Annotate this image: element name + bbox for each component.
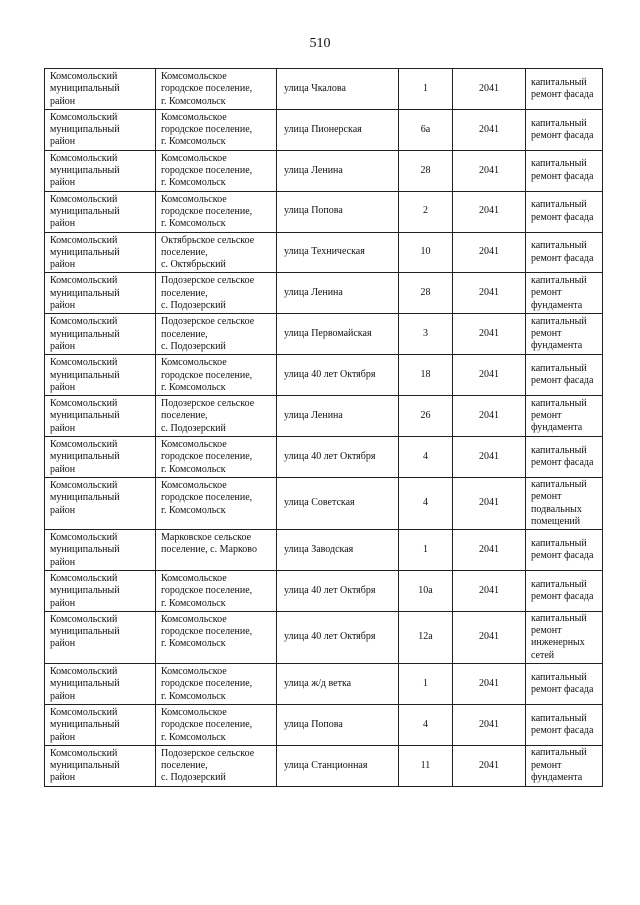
district-text: Комсомольский муниципальный район [50,152,120,189]
year-text: 2041 [479,759,499,771]
district-text: Комсомольский муниципальный район [50,193,120,230]
year-cell [453,437,526,478]
settlement-cell [156,437,277,478]
work-type-text: капитальный ремонт фундамента [531,315,587,352]
street-text: улица Станционная [284,759,368,771]
district-cell [45,150,156,191]
district-text: Комсомольский муниципальный район [50,747,120,784]
settlement-cell [156,109,277,150]
work-type-cell [526,704,603,745]
work-type-cell [526,69,603,110]
work-type-cell [526,109,603,150]
year-text: 2041 [479,584,499,596]
year-cell [453,191,526,232]
year-text: 2041 [479,369,499,381]
house-cell [399,69,453,110]
street-text: улица Заводская [284,543,354,555]
settlement-cell [156,355,277,396]
house-cell [399,530,453,571]
work-type-text: капитальный ремонт фасада [531,578,594,602]
house-cell [399,664,453,705]
work-type-cell [526,530,603,571]
settlement-text: Марковское сельское поселение, с. Марково [161,532,257,556]
settlement-text: Подозерское сельское поселение, с. Подозерский [161,316,255,352]
district-cell [45,704,156,745]
table-row [45,355,603,396]
settlement-text: Подозерское сельское поселение, с. Подозерский [161,747,255,784]
district-cell [45,191,156,232]
street-cell [277,355,399,396]
year-cell [453,273,526,314]
buildings-table [44,68,603,787]
house-text: 26 [420,409,431,421]
year-cell [453,314,526,355]
district-text: Комсомольский муниципальный район [50,275,120,312]
settlement-text: Комсомольское городское поселение, г. Комсомольск [161,111,253,148]
year-cell [453,477,526,529]
settlement-cell [156,664,277,705]
settlement-text: Комсомольское городское поселение, г. Комсомольск [161,666,253,702]
district-text: Комсомольский муниципальный район [50,357,120,393]
table-row [45,664,603,705]
work-type-text: капитальный ремонт фундамента [531,397,587,434]
table-row [45,232,603,273]
house-cell [399,191,453,232]
work-type-cell [526,745,603,786]
house-text: 4 [423,718,428,730]
year-text: 2041 [479,246,499,258]
settlement-cell [156,191,277,232]
table-row [45,477,603,529]
house-text: 12а [418,631,433,643]
year-cell [453,745,526,786]
house-text: 10 [420,246,431,258]
house-text: 1 [423,82,428,94]
street-cell [277,232,399,273]
work-type-cell [526,611,603,663]
district-cell [45,745,156,786]
district-cell [45,664,156,705]
year-cell [453,611,526,663]
street-cell [277,314,399,355]
street-cell [277,477,399,529]
settlement-cell [156,232,277,273]
house-text: 4 [423,497,428,509]
year-cell [453,396,526,437]
settlement-cell [156,396,277,437]
settlement-cell [156,704,277,745]
district-text: Комсомольский муниципальный район [50,316,120,352]
street-cell [277,69,399,110]
table-row [45,396,603,437]
street-cell [277,150,399,191]
house-text: 3 [423,328,428,340]
district-cell [45,109,156,150]
year-cell [453,150,526,191]
district-text: Комсомольский муниципальный район [50,613,120,650]
settlement-text: Комсомольское городское поселение, г. Комсомольск [161,706,253,743]
district-cell [45,477,156,529]
work-type-cell [526,477,603,529]
house-cell [399,109,453,150]
house-text: 10а [418,584,433,596]
table-row [45,745,603,786]
table-row [45,314,603,355]
house-text: 18 [420,369,431,381]
year-text: 2041 [479,677,499,689]
district-text: Комсомольский муниципальный район [50,71,120,107]
house-cell [399,314,453,355]
street-text: улица Ленина [284,164,343,176]
table-row [45,191,603,232]
house-text: 1 [423,543,428,555]
house-text: 1 [423,677,428,689]
house-cell [399,437,453,478]
street-text: улица Первомайская [284,328,372,340]
street-text: улица Чкалова [284,82,346,94]
house-cell [399,704,453,745]
settlement-cell [156,611,277,663]
work-type-text: капитальный ремонт фасада [531,444,594,468]
street-cell [277,530,399,571]
district-cell [45,437,156,478]
year-text: 2041 [479,123,499,135]
settlement-text: Комсомольское городское поселение, г. Комсомольск [161,613,253,650]
settlement-cell [156,314,277,355]
district-text: Комсомольский муниципальный район [50,398,120,434]
year-text: 2041 [479,164,499,176]
table-row [45,109,603,150]
settlement-text: Комсомольское городское поселение, г. Комсомольск [161,71,253,107]
year-text: 2041 [479,409,499,421]
work-type-cell [526,664,603,705]
district-cell [45,69,156,110]
district-text: Комсомольский муниципальный район [50,111,120,148]
year-cell [453,704,526,745]
street-cell [277,191,399,232]
house-text: 28 [420,164,431,176]
work-type-cell [526,232,603,273]
work-type-text: капитальный ремонт фасада [531,76,594,100]
street-cell [277,611,399,663]
settlement-cell [156,69,277,110]
street-text: улица Попова [284,718,343,730]
street-text: улица Пионерская [284,123,362,135]
work-type-text: капитальный ремонт фундамента [531,274,587,311]
street-cell [277,704,399,745]
work-type-text: капитальный ремонт фасада [531,158,594,182]
house-cell [399,232,453,273]
table-body [45,69,603,787]
house-cell [399,273,453,314]
house-cell [399,745,453,786]
work-type-cell [526,570,603,611]
year-cell [453,69,526,110]
work-type-text: капитальный ремонт инженерных сетей [531,612,587,661]
work-type-text: капитальный ремонт фасада [531,199,594,223]
table-row [45,530,603,571]
settlement-cell [156,150,277,191]
table-row [45,273,603,314]
district-cell [45,530,156,571]
work-type-text: капитальный ремонт фасада [531,117,594,141]
street-cell [277,109,399,150]
house-cell [399,150,453,191]
district-cell [45,611,156,663]
year-cell [453,530,526,571]
settlement-text: Комсомольское городское поселение, г. Комсомольск [161,479,253,516]
work-type-cell [526,314,603,355]
table-row [45,570,603,611]
work-type-cell [526,355,603,396]
street-cell [277,664,399,705]
house-cell [399,477,453,529]
year-text: 2041 [479,328,499,340]
work-type-text: капитальный ремонт фасада [531,537,594,562]
year-cell [453,570,526,611]
district-cell [45,232,156,273]
year-text: 2041 [479,543,499,555]
street-text: улица Советская [284,497,355,509]
house-text: 11 [420,759,431,771]
settlement-text: Подозерское сельское поселение, с. Подозерский [161,275,255,312]
district-text: Комсомольский муниципальный район [50,479,120,516]
year-text: 2041 [479,450,499,462]
street-cell [277,570,399,611]
year-cell [453,232,526,273]
street-text: улица 40 лет Октября [284,631,376,643]
settlement-text: Комсомольское городское поселение, г. Комсомольск [161,152,253,189]
district-text: Комсомольский муниципальный район [50,439,120,475]
street-cell [277,396,399,437]
work-type-cell [526,437,603,478]
table-row [45,69,603,110]
work-type-text: капитальный ремонт фасада [531,671,594,695]
page-number: 510 [309,36,331,51]
work-type-text: капитальный ремонт подвальных помещений [531,478,587,527]
house-text: 2 [423,205,428,217]
street-text: улица 40 лет Октября [284,369,376,381]
house-cell [399,396,453,437]
settlement-text: Комсомольское городское поселение, г. Комсомольск [161,572,253,609]
street-text: улица Ленина [284,287,343,299]
street-text: улица 40 лет Октября [284,450,376,462]
year-text: 2041 [479,718,499,730]
settlement-cell [156,745,277,786]
street-cell [277,437,399,478]
district-cell [45,355,156,396]
street-text: улица 40 лет Октября [284,584,376,596]
street-text: улица Техническая [284,246,365,258]
year-text: 2041 [479,205,499,217]
year-text: 2041 [479,631,499,643]
work-type-cell [526,191,603,232]
table-row [45,704,603,745]
house-text: 28 [420,287,431,299]
settlement-cell [156,530,277,571]
table-row [45,437,603,478]
table-row [45,150,603,191]
street-text: улица ж/д ветка [284,677,352,689]
street-cell [277,745,399,786]
house-cell [399,570,453,611]
district-cell [45,273,156,314]
year-cell [453,355,526,396]
district-text: Комсомольский муниципальный район [50,572,120,609]
year-cell [453,109,526,150]
house-cell [399,611,453,663]
district-cell [45,570,156,611]
year-text: 2041 [479,497,499,509]
district-text: Комсомольский муниципальный район [50,532,120,568]
table-row [45,611,603,663]
work-type-text: капитальный ремонт фундамента [531,747,587,783]
year-cell [453,664,526,705]
street-cell [277,273,399,314]
work-type-text: капитальный ремонт фасада [531,240,594,264]
street-text: улица Ленина [284,409,343,421]
settlement-text: Комсомольское городское поселение, г. Комсомольск [161,439,253,475]
settlement-text: Подозерское сельское поселение, с. Подозерский [161,398,255,434]
work-type-cell [526,396,603,437]
work-type-text: капитальный ремонт фасада [531,712,594,736]
district-text: Комсомольский муниципальный район [50,706,120,743]
district-text: Комсомольский муниципальный район [50,234,120,271]
settlement-text: Комсомольское городское поселение, г. Комсомольск [161,193,253,230]
house-text: 4 [423,450,428,462]
year-text: 2041 [479,287,499,299]
house-cell [399,355,453,396]
settlement-text: Октябрьское сельское поселение, с. Октябрьский [161,234,255,271]
work-type-text: капитальный ремонт фасада [531,362,594,387]
settlement-text: Комсомольское городское поселение, г. Комсомольск [161,357,253,393]
district-cell [45,396,156,437]
street-text: улица Попова [284,205,343,217]
settlement-cell [156,273,277,314]
house-text: 6а [420,123,431,135]
year-text: 2041 [479,82,499,94]
district-text: Комсомольский муниципальный район [50,666,120,702]
work-type-cell [526,150,603,191]
settlement-cell [156,570,277,611]
district-cell [45,314,156,355]
settlement-cell [156,477,277,529]
work-type-cell [526,273,603,314]
